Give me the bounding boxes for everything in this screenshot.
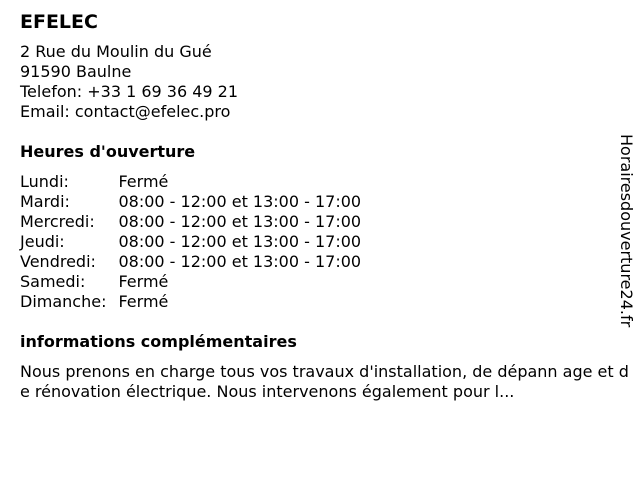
- day-label: Samedi:: [20, 272, 86, 291]
- day-hours: 08:00 - 12:00 et 13:00 - 17:00: [118, 212, 362, 231]
- hours-table: [20, 172, 361, 312]
- email-line: Email: contact@efelec.pro: [20, 102, 231, 121]
- day-label: Mardi:: [20, 192, 70, 211]
- day-hours: 08:00 - 12:00 et 13:00 - 17:00: [118, 232, 362, 251]
- day-label: Lundi:: [20, 172, 69, 191]
- day-hours: 08:00 - 12:00 et 13:00 - 17:00: [118, 192, 362, 211]
- day-label: Dimanche:: [20, 292, 107, 311]
- day-label: Mercredi:: [20, 212, 95, 231]
- address-city: 91590 Baulne: [20, 62, 132, 81]
- day-hours: Fermé: [118, 292, 169, 311]
- day-hours: Fermé: [118, 172, 169, 191]
- hours-row-vendredi: [20, 252, 361, 272]
- site-watermark: Horairesdouverture24.fr: [617, 134, 636, 328]
- hours-row-dimanche: [20, 292, 361, 312]
- hours-row-mardi: [20, 192, 361, 212]
- day-label: Vendredi:: [20, 252, 96, 271]
- info-description: Nous prenons en charge tous vos travaux d'installation, de dépann age et de rénovation électrique. Nous intervenons également pour l...: [20, 362, 629, 401]
- address-street: 2 Rue du Moulin du Gué: [20, 42, 212, 61]
- company-name: EFELEC: [20, 11, 98, 33]
- hours-row-jeudi: [20, 232, 361, 252]
- hours-row-lundi: [20, 172, 361, 192]
- day-hours: Fermé: [118, 272, 169, 291]
- hours-heading: Heures d'ouverture: [20, 142, 196, 161]
- hours-row-mercredi: [20, 212, 361, 232]
- day-label: Jeudi:: [20, 232, 65, 251]
- hours-row-samedi: [20, 272, 361, 292]
- info-heading: informations complémentaires: [20, 332, 297, 351]
- phone-line: Telefon: +33 1 69 36 49 21: [20, 82, 239, 101]
- day-hours: 08:00 - 12:00 et 13:00 - 17:00: [118, 252, 362, 271]
